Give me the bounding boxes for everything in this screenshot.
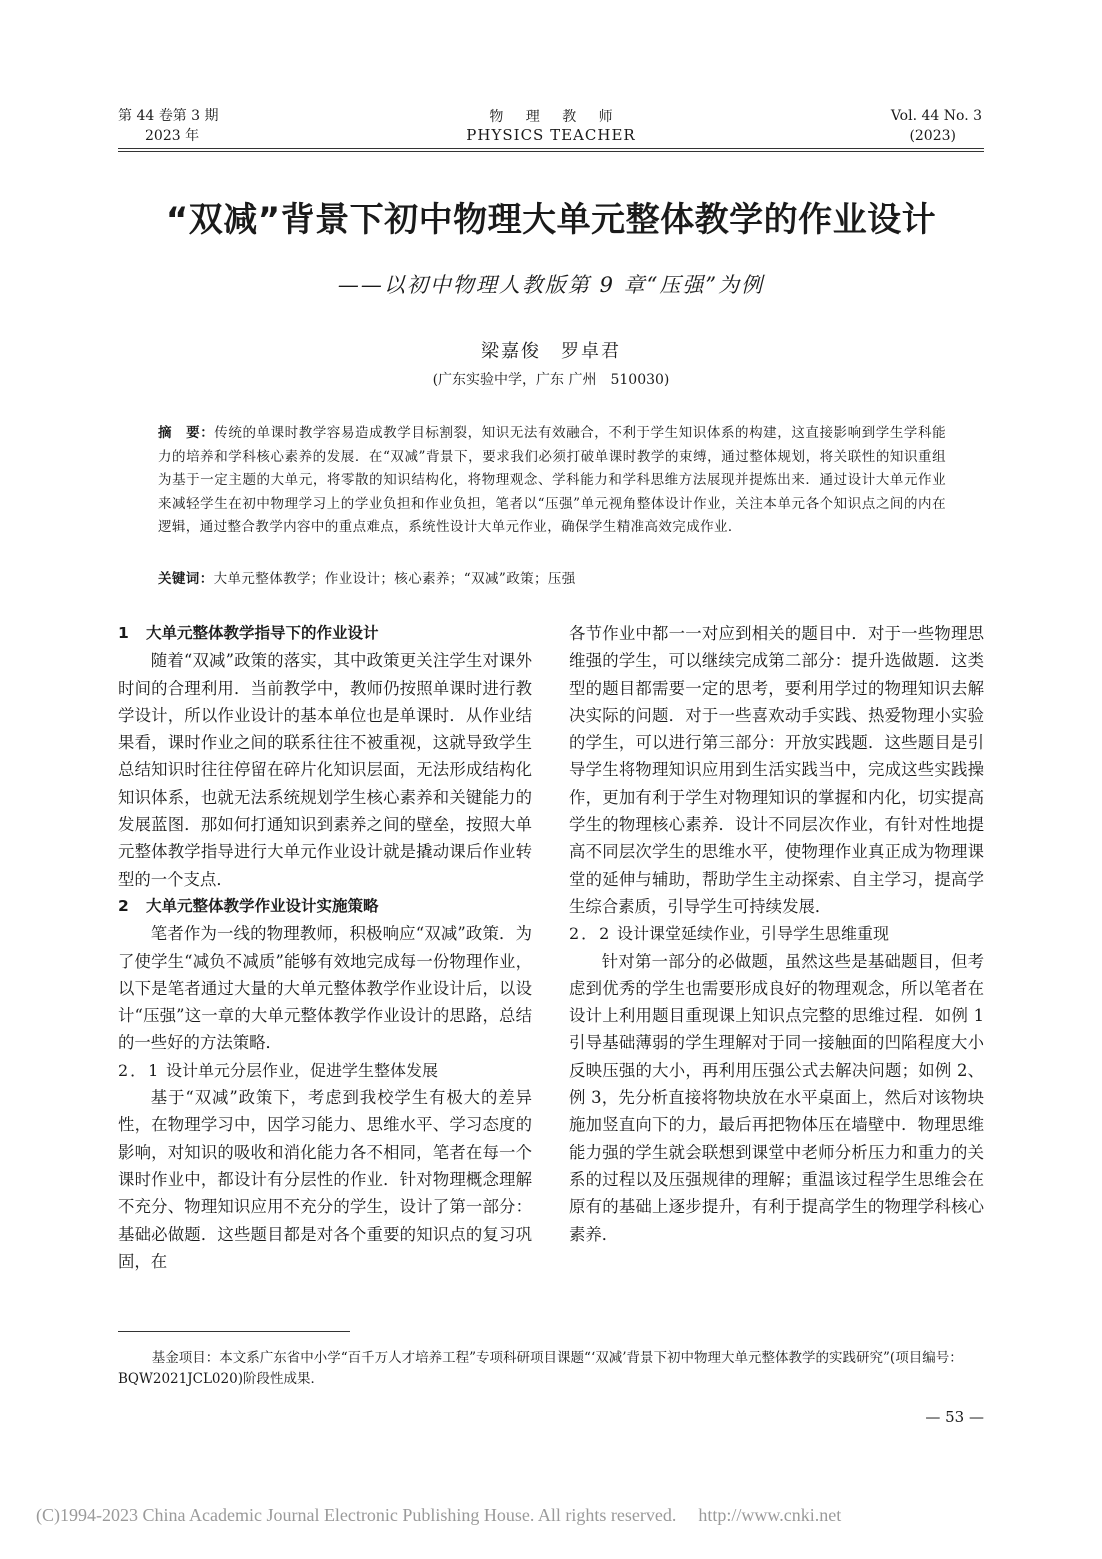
paragraph-2: 笔者作为一线的物理教师，积极响应“双减”政策．为了使学生“减负不减质”能够有效地完成每一份物理作业，以下是笔者通过大量的大单元整体教学作业设计后，以设计“压强”这一章的大单元整体教学作业设计的思路，总结的一些好的方法策略． <box>118 924 532 1053</box>
paragraph-1: 随着“双减”政策的落实，其中政策更关注学生对课外时间的合理利用．当前教学中，教师仍按照单课时进行教学设计，所以作业设计的基本单位也是单课时．从作业结果看，课时作业之间的联系往往不被重视，这就导致学生总结知识时往往停留在碎片化知识层面，无法形成结构化知识体系，也就无法系统规划学生核心素养和关键能力的发展蓝图．那如何打通知识到素养之间的壁垒，按照大单元整体教学指导进行大单元作业设计就是撬动课后作业转型的一个支点． <box>118 651 532 889</box>
section-1-title: 大单元整体教学指导下的作业设计 <box>146 624 379 642</box>
keywords-text: 大单元整体教学；作业设计；核心素养；“双减”政策；压强 <box>213 571 576 587</box>
volume-issue-en: Vol. 44 No. 3 <box>890 108 982 124</box>
section-2-heading <box>118 893 532 920</box>
abstract-text: 传统的单课时教学容易造成教学目标割裂，知识无法有效融合，不利于学生知识体系的构建，这直接影响到学生学科能力的培养和学科核心素养的发展．在“双减”背景下，要求我们必须打破单课时教学的束缚，通过整体规划，将关联性的知识重组为基于一定主题的大单元，将零散的知识结构化，将物理观念、学科能力和学科思维方法展现并提炼出来．通过设计大单元作业来减轻学生在初中物理学习上的学业负担和作业负担，笔者以“压强”单元视角整体设计作业，关注本单元各个知识点之间的内在逻辑，通过整合教学内容中的重点难点，系统性设计大单元作业，确保学生精准高效完成作业． <box>158 425 946 536</box>
section-2-title: 大单元整体教学作业设计实施策略 <box>146 896 379 915</box>
header-rule <box>118 148 984 149</box>
keywords <box>158 568 946 590</box>
article-title: “双减”背景下初中物理大单元整体教学的作业设计 <box>165 200 937 240</box>
volume-issue-cn: 第 44 卷第 3 期 <box>118 108 219 124</box>
year-en: (2023) <box>909 128 956 144</box>
footnote <box>118 1348 984 1390</box>
section-2-2-title: 设计课堂延续作业，引导学生思维重现 <box>617 924 890 944</box>
abstract-label: 摘 要： <box>158 425 215 441</box>
page-number: — 53 — <box>925 1408 984 1426</box>
affiliation: (广东实验中学，广东 广州 510030) <box>432 372 670 388</box>
copyright-text: (C)1994-2023 China Academic Journal Electronic Publishing House. All rights reserved. <box>36 1505 677 1525</box>
section-2-1-title: 设计单元分层作业，促进学生整体发展 <box>166 1060 439 1080</box>
section-2-2-heading <box>569 920 984 947</box>
section-1-heading <box>118 620 532 647</box>
paragraph-3: 基于“双减”政策下，考虑到我校学生有极大的差异性，在物理学习中，因学习能力、思维水平、学习态度的影响，对知识的吸收和消化能力各不相同，笔者在每一个课时作业中，都设计有分层性的作业．针对物理概念理解不充分、物理知识应用不充分的学生，设计了第一部分：基础必做题．这些题目都是对各个重要的知识点的复习巩固，在 <box>118 1088 532 1271</box>
journal-name-cn: 物 理 教 师 <box>489 109 622 125</box>
footnote-text: 基金项目：本文系广东省中小学“百千万人才培养工程”专项科研项目课题“‘双减’背景下初中物理大单元整体教学的实践研究”(项目编号：BQW2021JCL020)阶段性成果． <box>118 1350 963 1387</box>
keywords-label: 关键词： <box>158 571 214 587</box>
section-2-1-number: 2．1 <box>118 1060 161 1080</box>
journal-name-en: PHYSICS TEACHER <box>466 126 636 144</box>
header-rule-second <box>118 151 984 152</box>
section-2-1-heading <box>118 1057 532 1084</box>
abstract <box>158 422 946 540</box>
header-volume-en <box>891 106 982 146</box>
section-2-number: 2 <box>118 896 129 915</box>
section-1-number: 1 <box>118 624 129 642</box>
authors: 梁嘉俊 罗卓君 <box>481 341 621 362</box>
copyright-watermark <box>36 1505 841 1526</box>
paragraph-3-continued: 各节作业中都一一对应到相关的题目中．对于一些物理思维强的学生，可以继续完成第二部分：提升选做题．这类型的题目都需要一定的思考，要利用学过的物理知识去解决实际的问题．对于一些喜欢动手实践、热爱物理小实验的学生，可以进行第三部分：开放实践题．这些题目是引导学生将物理知识应用到生活实践当中，完成这些实践操作，更加有利于学生对物理知识的掌握和内化，切实提高学生的物理核心素养．设计不同层次作业，有针对性地提高不同层次学生的思维水平，使物理作业真正成为物理课堂的延伸与辅助，帮助学生主动探索、自主学习，提高学生综合素质，引导学生可持续发展． <box>569 624 984 916</box>
section-2-2-number: 2．2 <box>569 924 612 944</box>
year-cn: 2023 年 <box>145 128 200 144</box>
copyright-url: http://www.cnki.net <box>698 1505 842 1525</box>
paragraph-4: 针对第一部分的必做题，虽然这些是基础题目，但考虑到优秀的学生也需要形成良好的物理观念，所以笔者在设计上利用题目重现课上知识点完整的思维过程．如例 1 引导基础薄弱的学生理解对于同一接触面的凹陷程度大小反映压强的大小，再利用压强公式去解决问题；如例 2、例 3，先分析直接将物块放在水平桌面上，然后对该物块施加竖直向下的力，最后再把物体压在墙壁中．物理思维能力强的学生就会联想到课堂中老师分析压力和重力的关系的过程以及压强规律的理解；重温该过程学生思维会在原有的基础上逐步提升，有利于提高学生的物理学科核心素养． <box>569 951 984 1244</box>
column-right <box>569 620 984 1248</box>
column-left <box>118 620 532 1275</box>
footnote-rule <box>118 1331 350 1332</box>
article-subtitle: ——以初中物理人教版第 9 章“压强”为例 <box>337 273 765 297</box>
